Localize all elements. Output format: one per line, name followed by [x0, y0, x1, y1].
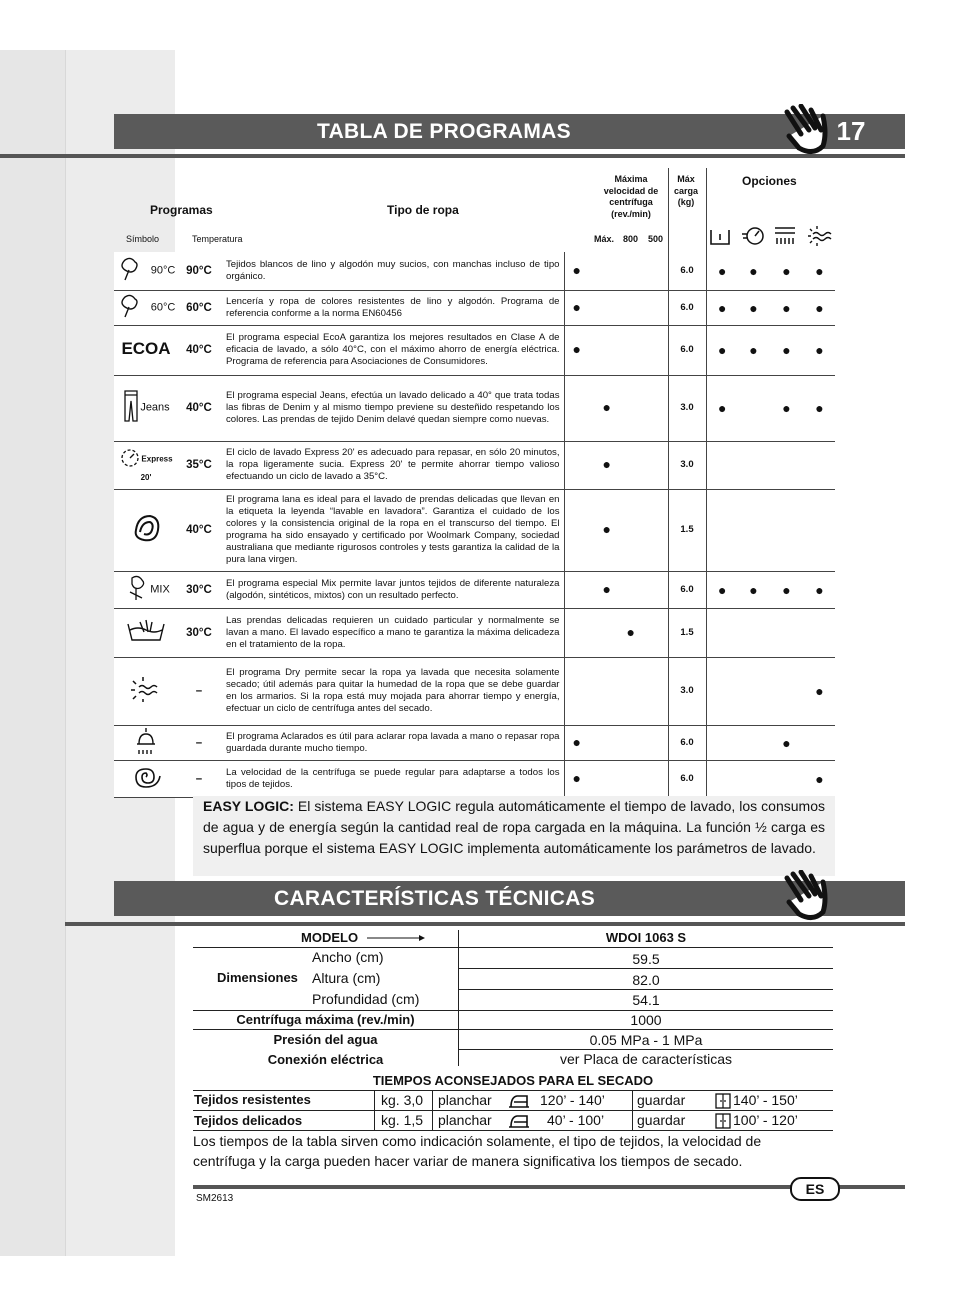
hand-wash-icon: [126, 618, 166, 648]
drying-row2-guardar: guardar: [637, 1112, 686, 1128]
program-spin: [564, 489, 668, 571]
program-table-header: [114, 168, 835, 253]
option-cell: ●: [706, 252, 738, 290]
express-label: Express 20': [140, 454, 173, 482]
option-cell: ●: [706, 571, 738, 608]
program-symbol: [114, 252, 178, 290]
program-spin: [564, 760, 668, 797]
drying-title: TIEMPOS ACONSEJADOS PARA EL SECADO: [372, 1073, 654, 1088]
specs-underline: [65, 922, 905, 926]
program-load: 3.0: [668, 441, 706, 489]
header-divider-load: [668, 168, 669, 252]
spec-prof-label: Profundidad (cm): [312, 991, 420, 1007]
option-cell: [769, 441, 804, 489]
jeans-icon: [122, 389, 140, 427]
spec-centrifuga-value: 1000: [630, 1012, 662, 1028]
spec-conexion-value: ver Placa de características: [560, 1051, 732, 1067]
header-temperatura: Temperatura: [192, 234, 243, 244]
program-symbol: [114, 441, 178, 489]
spin-icon: [129, 762, 163, 796]
option-cell: [804, 441, 835, 489]
spec-ancho-label: Ancho (cm): [312, 949, 384, 965]
program-row: [114, 760, 835, 797]
program-description: El programa especial EcoA garantiza los mejores resultados en Clase A de eficacia de lavado, a sólo 40°C, con el máximo ahorro de energía eléctrica. Programa de referencia para Asociaciones de Consumidores.: [220, 325, 564, 375]
program-symbol: [114, 608, 178, 657]
arrow-right-icon: [367, 934, 425, 942]
program-temperature: 35°C: [178, 441, 220, 489]
option-cell: [804, 489, 835, 571]
dry-option-icon: [805, 224, 833, 248]
program-description: Tejidos blancos de lino y algodón muy sucios, con manchas incluso de tipo orgánico.: [220, 252, 564, 290]
drying-row2-planchar: planchar: [438, 1112, 492, 1128]
program-description: El programa lana es ideal para el lavado de prendas delicadas que llevan en la etiqueta la leyenda “lavable en lavadora”. Garantiza el cuidado de los colores y la consistencia original de la ropa en el transcurso del tiempo. El programa ha sido ensayado y certificado por Woolmark Company, sociedad australiana que mediante rigurosos controles y tests garantiza la calidad de la pura lana virgen.: [220, 489, 564, 571]
drying-row2-kg: kg. 1,5: [381, 1112, 424, 1128]
spec-centrifuga-label: Centrífuga máxima (rev./min): [236, 1012, 415, 1027]
program-symbol: [114, 290, 178, 325]
program-load: 6.0: [668, 760, 706, 797]
program-temperature: 60°C: [178, 290, 220, 325]
program-symbol: [114, 325, 178, 375]
program-description: Lencería y ropa de colores resistentes de lino y algodón. Programa de referencia conforme a la norma EN60456: [220, 290, 564, 325]
option-cell: [706, 489, 738, 571]
header-max-label: Máx.: [594, 234, 615, 244]
option-cell: ●: [804, 375, 835, 441]
spec-modelo-label: MODELO: [301, 930, 359, 945]
spec-presion-value: 0.05 MPa - 1 MPa: [589, 1032, 703, 1048]
program-symbol: [114, 375, 178, 441]
program-load: 3.0: [668, 375, 706, 441]
program-row: [114, 375, 835, 441]
spin-dot: ●: [572, 341, 581, 357]
option-cell: ●: [769, 325, 804, 375]
page-margin-band: [0, 50, 65, 1256]
section-title-programs: TABLA DE PROGRAMAS: [317, 120, 571, 143]
option-cell: ●: [804, 252, 835, 290]
hand-icon: [783, 104, 835, 158]
section-title-specs: CARACTERÍSTICAS TÉCNICAS: [274, 887, 596, 910]
option-cell: ●: [804, 571, 835, 608]
option-cell: [738, 657, 769, 725]
option-cell: [706, 725, 738, 760]
program-description: Las prendas delicadas requieren un cuidado particular y normalmente se lavan a mano. El lavado específico a mano te garantiza la máxima delicadeza en el tratamiento de la ropa.: [220, 608, 564, 657]
program-description: El ciclo de lavado Express 20' es adecuado para repasar, en sólo 20 minutos, la ropa ligeramente sucia. Express 20' te permite ahorrar tiempo valioso efectuando un ciclo de lavado a 35°C.: [220, 441, 564, 489]
program-load: 6.0: [668, 325, 706, 375]
spec-conexion-label: Conexión eléctrica: [267, 1052, 384, 1067]
program-symbol: [114, 489, 178, 571]
footer-code: SM2613: [196, 1193, 234, 1204]
eco-a-label: ECOA: [121, 338, 171, 358]
program-row: [114, 290, 835, 325]
program-symbol: [114, 571, 178, 608]
option-cell: ●: [738, 252, 769, 290]
program-symbol: [114, 725, 178, 760]
program-spin: [564, 657, 668, 725]
option-cell: [769, 760, 804, 797]
option-cell: ●: [804, 290, 835, 325]
program-spin: [564, 252, 668, 290]
wool-icon: [128, 510, 164, 550]
program-load: 6.0: [668, 290, 706, 325]
program-row: [114, 325, 835, 375]
header-max-velocidad: Máxima velocidad de centrífuga (rev./min): [603, 174, 659, 219]
program-description: El programa especial Jeans, efectúa un lavado delicado a 40° que trata todas las fibras de Denim y al mismo tiempo previene su desteñido respetando los colores. Las prendas de tejido Denim delavé quedan siempre como nuevas.: [220, 375, 564, 441]
program-load: 6.0: [668, 725, 706, 760]
program-load: 1.5: [668, 608, 706, 657]
program-load: 6.0: [668, 571, 706, 608]
rinse-icon: [133, 726, 159, 760]
spin-dot: ●: [602, 456, 611, 472]
drying-row1-guardar-time: 140’ - 150’: [733, 1092, 798, 1108]
program-row: [114, 725, 835, 760]
symbol-label: MIX: [150, 583, 170, 596]
program-spin: [564, 290, 668, 325]
easy-logic-text: El sistema EASY LOGIC regula automáticamente el tiempo de lavado, los consumos de agua y de energía según la cantidad real de ropa cargada en la máquina. La función ½ carga es superflua porque el sistema EASY LOGIC implementa automáticamente los parámetros de lavado.: [203, 798, 825, 856]
specs-table: [193, 928, 833, 1068]
program-temperature: 30°C: [178, 571, 220, 608]
spec-altura-label: Altura (cm): [312, 970, 381, 986]
header-opciones: Opciones: [742, 174, 797, 188]
timer-option-icon: [740, 224, 768, 248]
program-spin: [564, 441, 668, 489]
option-cell: ●: [804, 325, 835, 375]
program-symbol: [114, 657, 178, 725]
option-cell: [769, 489, 804, 571]
program-temperature: –: [178, 725, 220, 760]
option-cell: [738, 725, 769, 760]
cupboard-dry-icon: [715, 1113, 731, 1129]
program-temperature: –: [178, 657, 220, 725]
option-cell: ●: [706, 290, 738, 325]
mix-icon: [122, 574, 150, 606]
spec-ancho-value: 59.5: [632, 951, 660, 967]
option-cell: [738, 441, 769, 489]
drying-row2-guardar-time: 100’ - 120’: [733, 1112, 798, 1128]
spin-dot: ●: [602, 399, 611, 415]
program-load: 6.0: [668, 252, 706, 290]
spec-altura-value: 82.0: [632, 972, 660, 988]
program-temperature: 40°C: [178, 375, 220, 441]
option-cell: [706, 760, 738, 797]
option-cell: ●: [804, 657, 835, 725]
language-badge: [790, 1177, 840, 1201]
half-load-icon: [707, 226, 735, 248]
spin-dot: ●: [572, 733, 581, 750]
drying-row1-planchar-time: 120’ - 140’: [540, 1092, 605, 1108]
drying-note: Los tiempos de la tabla sirven como indicación solamente, el tipo de tejidos, la velocidad de centrífuga y la carga pueden hacer variar de manera significativa los tiempos de secado.: [193, 1133, 762, 1169]
program-temperature: 40°C: [178, 325, 220, 375]
option-cell: ●: [738, 290, 769, 325]
spin-dot: ●: [626, 623, 635, 640]
option-cell: [738, 375, 769, 441]
cotton-90-icon: [117, 256, 151, 286]
easy-logic-label: EASY LOGIC:: [203, 798, 294, 814]
symbol-label: 90°C: [150, 264, 176, 277]
language-code: ES: [805, 1181, 825, 1197]
express-20-icon: [119, 446, 141, 472]
option-cell: ●: [769, 725, 804, 760]
option-cell: ●: [738, 325, 769, 375]
program-description: El programa Aclarados es útil para aclarar ropa lavada a mano o repasar ropa guardada durante mucho tiempo.: [220, 725, 564, 760]
option-cell: ●: [706, 375, 738, 441]
drying-row2-planchar-time: 40’ - 100’: [547, 1112, 605, 1128]
spec-modelo-value: WDOI 1063 S: [605, 930, 687, 945]
program-load: 3.0: [668, 657, 706, 725]
drying-row2-label: Tejidos delicados: [194, 1113, 303, 1128]
program-temperature: 90°C: [178, 252, 220, 290]
program-row: [114, 489, 835, 571]
program-description: El programa Dry permite secar la ropa ya lavada que necesita solamente secado; útil además para quitar la humedad de la ropa que se debe guardar en los armarios. Si la ropa está muy mojada para ahorrar tiempo y energía, efectuar un ciclo de centrífuga antes del secado.: [220, 657, 564, 725]
extra-rinse-icon: [771, 224, 799, 248]
spin-dot: ●: [572, 769, 581, 786]
option-cell: [804, 725, 835, 760]
program-load: 1.5: [668, 489, 706, 571]
hand-icon-specs: [783, 870, 835, 924]
easy-logic-note: [193, 796, 835, 876]
header-speed-800: 800: [623, 234, 639, 244]
program-spin: [564, 571, 668, 608]
option-cell: ●: [769, 252, 804, 290]
option-cell: [738, 608, 769, 657]
program-row: [114, 571, 835, 608]
program-temperature: 30°C: [178, 608, 220, 657]
option-cell: ●: [804, 760, 835, 797]
drying-table: [193, 1090, 833, 1130]
option-cell: [769, 608, 804, 657]
header-programas: Programas: [150, 203, 213, 217]
program-row: [114, 441, 835, 489]
option-cell: ●: [738, 571, 769, 608]
page-number: 17: [836, 116, 866, 146]
option-cell: ●: [769, 571, 804, 608]
drying-row1-kg: kg. 3,0: [381, 1092, 424, 1108]
spin-dot: ●: [602, 580, 611, 597]
spin-dot: ●: [602, 521, 611, 537]
spin-dot: ●: [572, 298, 581, 315]
option-cell: [738, 760, 769, 797]
program-temperature: –: [178, 760, 220, 797]
header-max-carga: Máx carga (kg): [673, 174, 699, 207]
program-spin: [564, 725, 668, 760]
drying-row1-planchar: planchar: [438, 1092, 492, 1108]
option-cell: ●: [769, 375, 804, 441]
drying-row1-label: Tejidos resistentes: [194, 1092, 311, 1107]
option-cell: [706, 608, 738, 657]
option-cell: [738, 489, 769, 571]
header-speed-500: 500: [648, 234, 664, 244]
program-spin: [564, 325, 668, 375]
iron-dry-icon: [507, 1092, 531, 1109]
spin-dot: ●: [572, 261, 581, 278]
header-simbolo: Símbolo: [126, 234, 160, 244]
program-symbol: [114, 760, 178, 797]
spec-presion-label: Presión del agua: [273, 1032, 378, 1047]
dry-icon: [127, 675, 165, 707]
program-row: [114, 252, 835, 290]
option-cell: ●: [769, 290, 804, 325]
option-cell: [706, 657, 738, 725]
symbol-label: 60°C: [150, 301, 176, 314]
program-spin: [564, 608, 668, 657]
program-description: La velocidad de la centrífuga se puede regular para adaptarse a todos los tipos de tejidos.: [220, 760, 564, 797]
program-table: [114, 252, 835, 798]
spec-dimensiones-label: Dimensiones: [217, 970, 298, 985]
option-cell: [804, 608, 835, 657]
iron-dry-icon: [507, 1112, 531, 1129]
spec-prof-value: 54.1: [632, 992, 660, 1008]
option-cell: [706, 441, 738, 489]
header-tipo-ropa: Tipo de ropa: [387, 203, 459, 217]
program-row: [114, 608, 835, 657]
cupboard-dry-icon: [715, 1093, 731, 1109]
option-cell: [769, 657, 804, 725]
cotton-60-icon: [117, 293, 151, 323]
drying-row1-guardar: guardar: [637, 1092, 686, 1108]
program-spin: [564, 375, 668, 441]
header-underline: [0, 154, 905, 158]
program-row: [114, 657, 835, 725]
program-description: El programa especial Mix permite lavar juntos tejidos de diferente naturaleza (algodón, sintéticos, mixtos) con un resultado perfecto.: [220, 571, 564, 608]
symbol-label: Jeans: [140, 401, 170, 414]
program-temperature: 40°C: [178, 489, 220, 571]
option-cell: ●: [706, 325, 738, 375]
